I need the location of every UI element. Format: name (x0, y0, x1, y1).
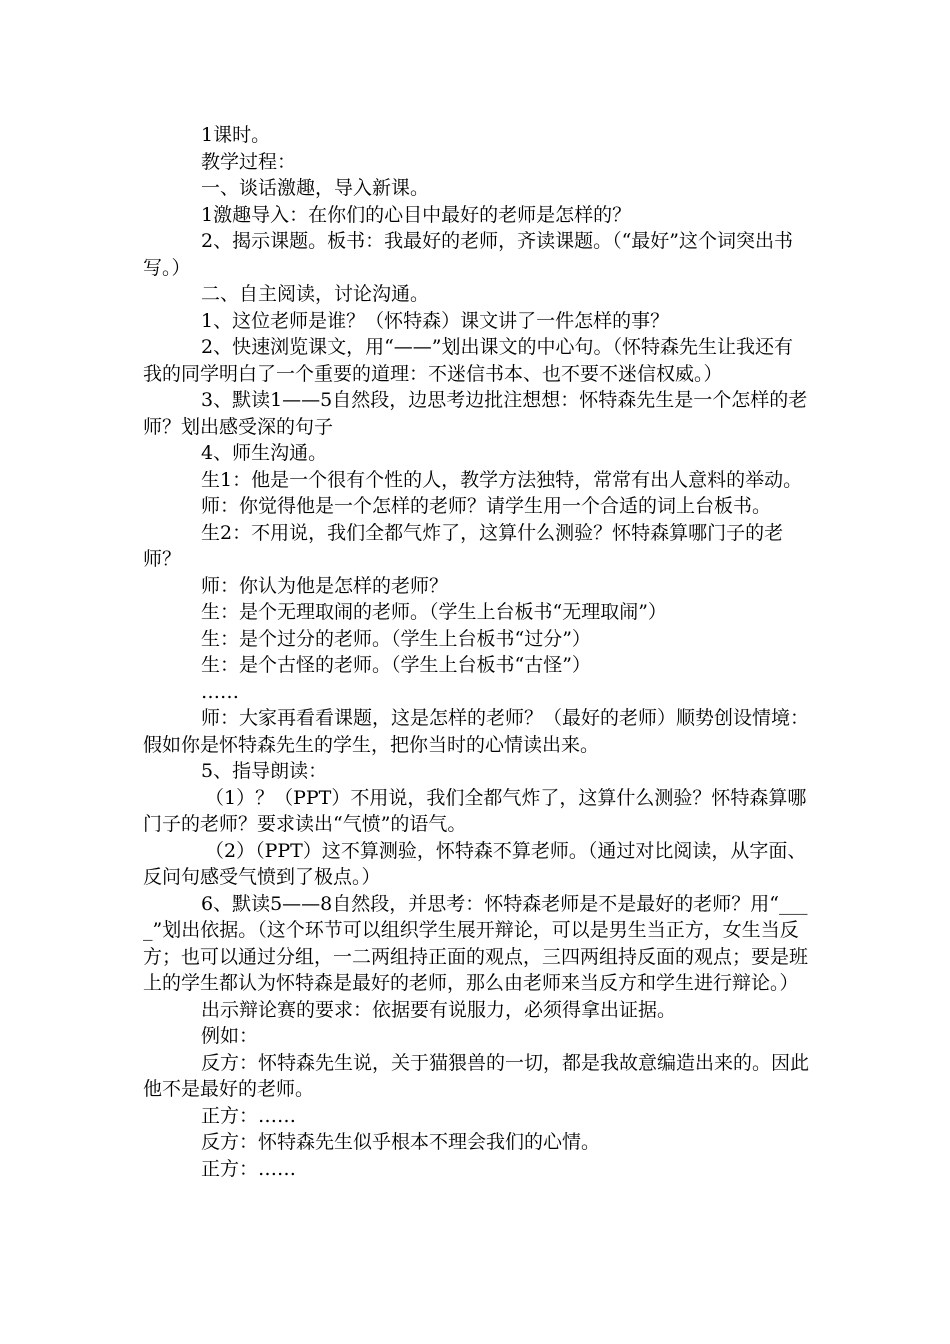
paragraph: 5、指导朗读： (201, 760, 328, 782)
paragraph: 2、快速浏览课文，用“——”划出课文的中心句。（怀特森先生让我还有我的同学明白了一个重要的道理：不迷信书本、也不要不迷信权威。） (143, 336, 794, 385)
paragraph: 3、默读1——5自然段，边思考边批注想想：怀特森先生是一个怎样的老师？划出感受深的句子 (143, 389, 808, 438)
document-body (143, 122, 809, 1182)
paragraph: 例如： (201, 1025, 259, 1047)
paragraph: 师：你觉得他是一个怎样的老师？请学生用一个合适的词上台板书。 (201, 495, 772, 517)
paragraph: 师：大家再看看课题，这是怎样的老师？（最好的老师）顺势创设情境：假如你是怀特森先生的学生，把你当时的心情读出来。 (143, 707, 810, 756)
paragraph: 生：是个过分的老师。（学生上台板书“过分”） (201, 627, 591, 650)
paragraph: 1、这位老师是谁？（怀特森）课文讲了一件怎样的事？ (201, 309, 670, 332)
paragraph: 2、揭示课题。板书：我最好的老师，齐读课题。（“最好”这个词突出书写。） (143, 230, 794, 279)
paragraph: 出示辩论赛的要求：依据要有说服力，必须得拿出证据。 (201, 998, 677, 1021)
paragraph: 生：是个无理取闹的老师。（学生上台板书“无理取闹”） (201, 601, 667, 623)
paragraph: 反方：怀特森先生说，关于猫猥兽的一切，都是我故意编造出来的。因此他不是最好的老师。 (143, 1051, 810, 1100)
paragraph: 4、师生沟通。 (201, 442, 328, 464)
paragraph: 生1：他是一个很有个性的人，教学方法独特，常常有出人意料的举动。 (201, 468, 803, 491)
paragraph: 教学过程： (201, 150, 297, 173)
paragraph: 6、默读5——8自然段，并思考：怀特森老师是不是最好的老师？用“____”划出依据。（这个环节可以组织学生展开辩论，可以是男生当正方，女生当反方；也可以通过分组，一二两组持正面的观点，三四两组持反面的观点；要是班上的学生都认为怀特森是最好的老师，那么由老师来当反方和学生进行辩论。） (143, 892, 809, 994)
paragraph: 正方：…… (201, 1104, 297, 1127)
paragraph: 师：你认为他是怎样的老师？ (201, 574, 449, 597)
paragraph: 1课时。 (201, 124, 271, 146)
paragraph: 反方：怀特森先生似乎根本不理会我们的心情。 (201, 1131, 601, 1153)
paragraph: 一、谈话激趣，导入新课。 (201, 177, 430, 199)
paragraph: 生2：不用说，我们全都气炸了，这算什么测验？怀特森算哪门子的老师？ (143, 521, 784, 570)
paragraph: 二、自主阅读，讨论沟通。 (201, 283, 430, 305)
paragraph: （2）（PPT）这不算测验，怀特森不算老师。（通过对比阅读，从字面、反问句感受气愤到了极点。） (143, 839, 807, 888)
paragraph: 正方：…… (201, 1157, 297, 1180)
paragraph: 1激趣导入：在你们的心目中最好的老师是怎样的？ (201, 203, 632, 226)
paragraph: 生：是个古怪的老师。（学生上台板书“古怪”） (201, 654, 591, 676)
paragraph: （1）？（PPT）不用说，我们全都气炸了，这算什么测验？怀特森算哪门子的老师？要求读出“气愤”的语气。 (143, 786, 807, 835)
paragraph: …… (201, 680, 239, 703)
